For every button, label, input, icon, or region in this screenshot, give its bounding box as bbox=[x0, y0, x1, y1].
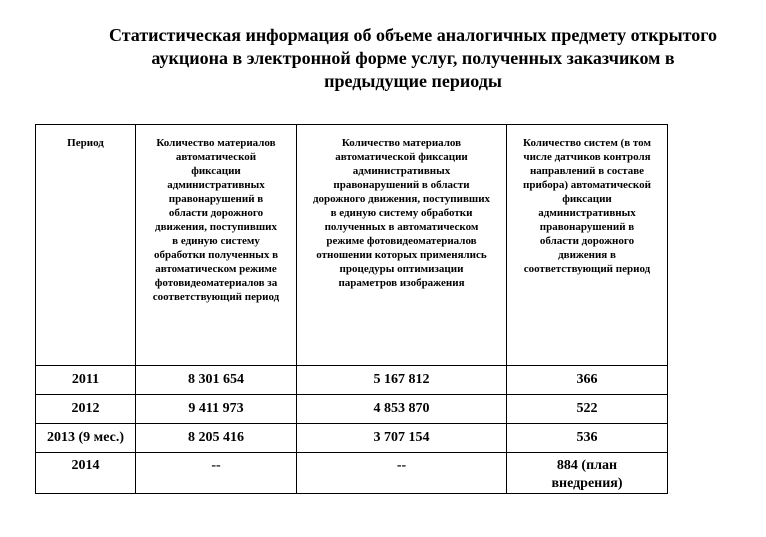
cell-systems-count bbox=[507, 453, 668, 494]
header-optimized-materials-count-label: Количество материалов автоматической фиксации административных правонарушений в области дорожного движения, поступивших в единую систему обработки полученных в автоматическом режиме фотовидеоматериалов отношении которых применялись процедуры оптимизации параметров изображения bbox=[312, 137, 491, 289]
cell-optimized-materials-count: 4 853 870 bbox=[297, 395, 507, 424]
title-line-1: Статистическая информация об объеме аналогичных предмету открытого bbox=[108, 25, 717, 45]
cell-period: 2014 bbox=[36, 453, 136, 494]
table-row bbox=[36, 424, 668, 453]
title-line-2: аукциона в электронной форме услуг, полученных заказчиком в bbox=[151, 48, 675, 68]
cell-systems-count: 366 bbox=[507, 366, 668, 395]
cell-materials-count: 9 411 973 bbox=[136, 395, 297, 424]
cell-optimized-materials-count: 5 167 812 bbox=[297, 366, 507, 395]
cell-materials-count: -- bbox=[136, 453, 297, 494]
header-materials-count bbox=[136, 125, 297, 366]
header-systems-count bbox=[507, 125, 668, 366]
document-title bbox=[60, 24, 766, 93]
table-row bbox=[36, 453, 668, 494]
cell-systems-count-text: 884 (план внедрения) bbox=[551, 458, 623, 491]
header-period-label: Период bbox=[67, 137, 104, 149]
table-row bbox=[36, 366, 668, 395]
cell-optimized-materials-count: -- bbox=[297, 453, 507, 494]
cell-systems-count: 536 bbox=[507, 424, 668, 453]
cell-period: 2012 bbox=[36, 395, 136, 424]
statistics-table bbox=[35, 124, 668, 494]
cell-materials-count: 8 301 654 bbox=[136, 366, 297, 395]
table-row bbox=[36, 395, 668, 424]
header-materials-count-label: Количество материалов автоматической фиксации административных правонарушений в области дорожного движения, поступивших в единую систему обработки полученных в автоматическом режиме фотовидеоматериалов за соответствующий период bbox=[152, 137, 280, 303]
cell-period: 2013 (9 мес.) bbox=[36, 424, 136, 453]
header-systems-count-label: Количество систем (в том числе датчиков контроля направлений в составе прибора) автоматической фиксации административных правонарушений в области дорожного движения в соответствующий период bbox=[523, 137, 651, 275]
title-line-3: предыдущие периоды bbox=[324, 71, 502, 91]
cell-period: 2011 bbox=[36, 366, 136, 395]
header-period bbox=[36, 125, 136, 366]
cell-optimized-materials-count: 3 707 154 bbox=[297, 424, 507, 453]
table-header-row bbox=[36, 125, 668, 366]
cell-systems-count: 522 bbox=[507, 395, 668, 424]
header-optimized-materials-count bbox=[297, 125, 507, 366]
cell-materials-count: 8 205 416 bbox=[136, 424, 297, 453]
